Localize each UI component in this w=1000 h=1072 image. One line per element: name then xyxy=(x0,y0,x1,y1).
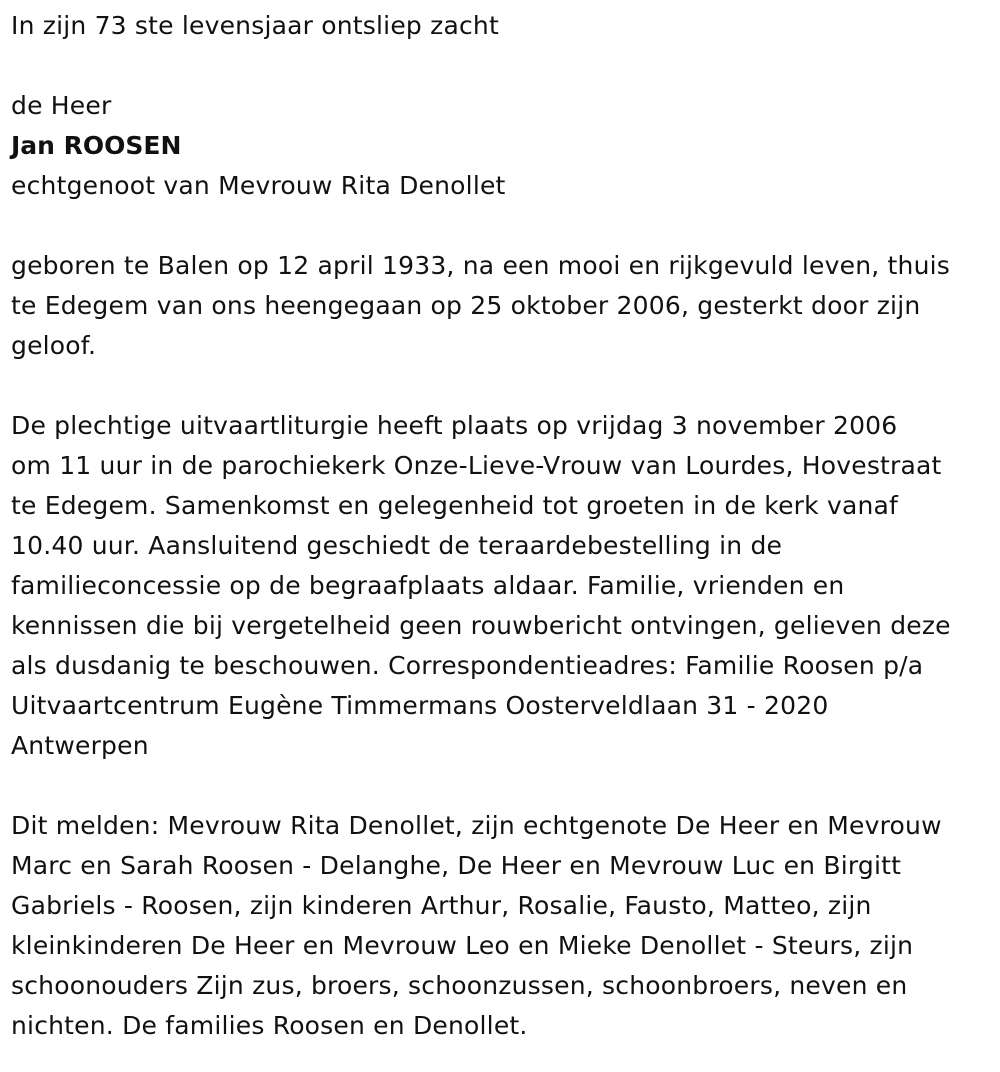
honorific: de Heer xyxy=(11,91,112,120)
paragraph-line: als dusdanig te beschouwen. Correspondentieadres: Familie Roosen p/a xyxy=(11,651,924,680)
paragraph-line: kleinkinderen De Heer en Mevrouw Leo en Mieke Denollet - Steurs, zijn xyxy=(11,931,914,960)
paragraph-line: om 11 uur in de parochiekerk Onze-Lieve-Vrouw van Lourdes, Hovestraat xyxy=(11,451,942,480)
spacer xyxy=(11,46,991,86)
family-paragraph xyxy=(11,806,991,1046)
paragraph-line: Dit melden: Mevrouw Rita Denollet, zijn echtgenote De Heer en Mevrouw xyxy=(11,811,942,840)
deceased-name: Jan ROOSEN xyxy=(11,131,182,160)
spacer xyxy=(11,206,991,246)
paragraph-line: Gabriels - Roosen, zijn kinderen Arthur, Rosalie, Fausto, Matteo, zijn xyxy=(11,891,872,920)
spouse-line: echtgenoot van Mevrouw Rita Denollet xyxy=(11,171,506,200)
paragraph-line: nichten. De families Roosen en Denollet. xyxy=(11,1011,528,1040)
spacer xyxy=(11,766,991,806)
paragraph-line: te Edegem van ons heengegaan op 25 oktober 2006, gesterkt door zijn xyxy=(11,291,921,320)
paragraph-line: 10.40 uur. Aansluitend geschiedt de teraardebestelling in de xyxy=(11,531,783,560)
obituary-notice xyxy=(11,6,991,1046)
birth-death-paragraph xyxy=(11,246,991,366)
paragraph-line: Marc en Sarah Roosen - Delanghe, De Heer en Mevrouw Luc en Birgitt xyxy=(11,851,902,880)
paragraph-line: kennissen die bij vergetelheid geen rouwbericht ontvingen, gelieven deze xyxy=(11,611,951,640)
paragraph-line: De plechtige uitvaartliturgie heeft plaats op vrijdag 3 november 2006 xyxy=(11,411,898,440)
paragraph-line: te Edegem. Samenkomst en gelegenheid tot groeten in de kerk vanaf xyxy=(11,491,899,520)
intro-text: In zijn 73 ste levensjaar ontsliep zacht xyxy=(11,11,499,40)
paragraph-line: Uitvaartcentrum Eugène Timmermans Oosterveldlaan 31 - 2020 xyxy=(11,691,829,720)
paragraph-line: schoonouders Zijn zus, broers, schoonzussen, schoonbroers, neven en xyxy=(11,971,908,1000)
spacer xyxy=(11,366,991,406)
paragraph-line: Antwerpen xyxy=(11,731,149,760)
funeral-paragraph xyxy=(11,406,991,766)
paragraph-line: familieconcessie op de begraafplaats aldaar. Familie, vrienden en xyxy=(11,571,845,600)
paragraph-line: geboren te Balen op 12 april 1933, na een mooi en rijkgevuld leven, thuis xyxy=(11,251,951,280)
paragraph-line: geloof. xyxy=(11,331,97,360)
